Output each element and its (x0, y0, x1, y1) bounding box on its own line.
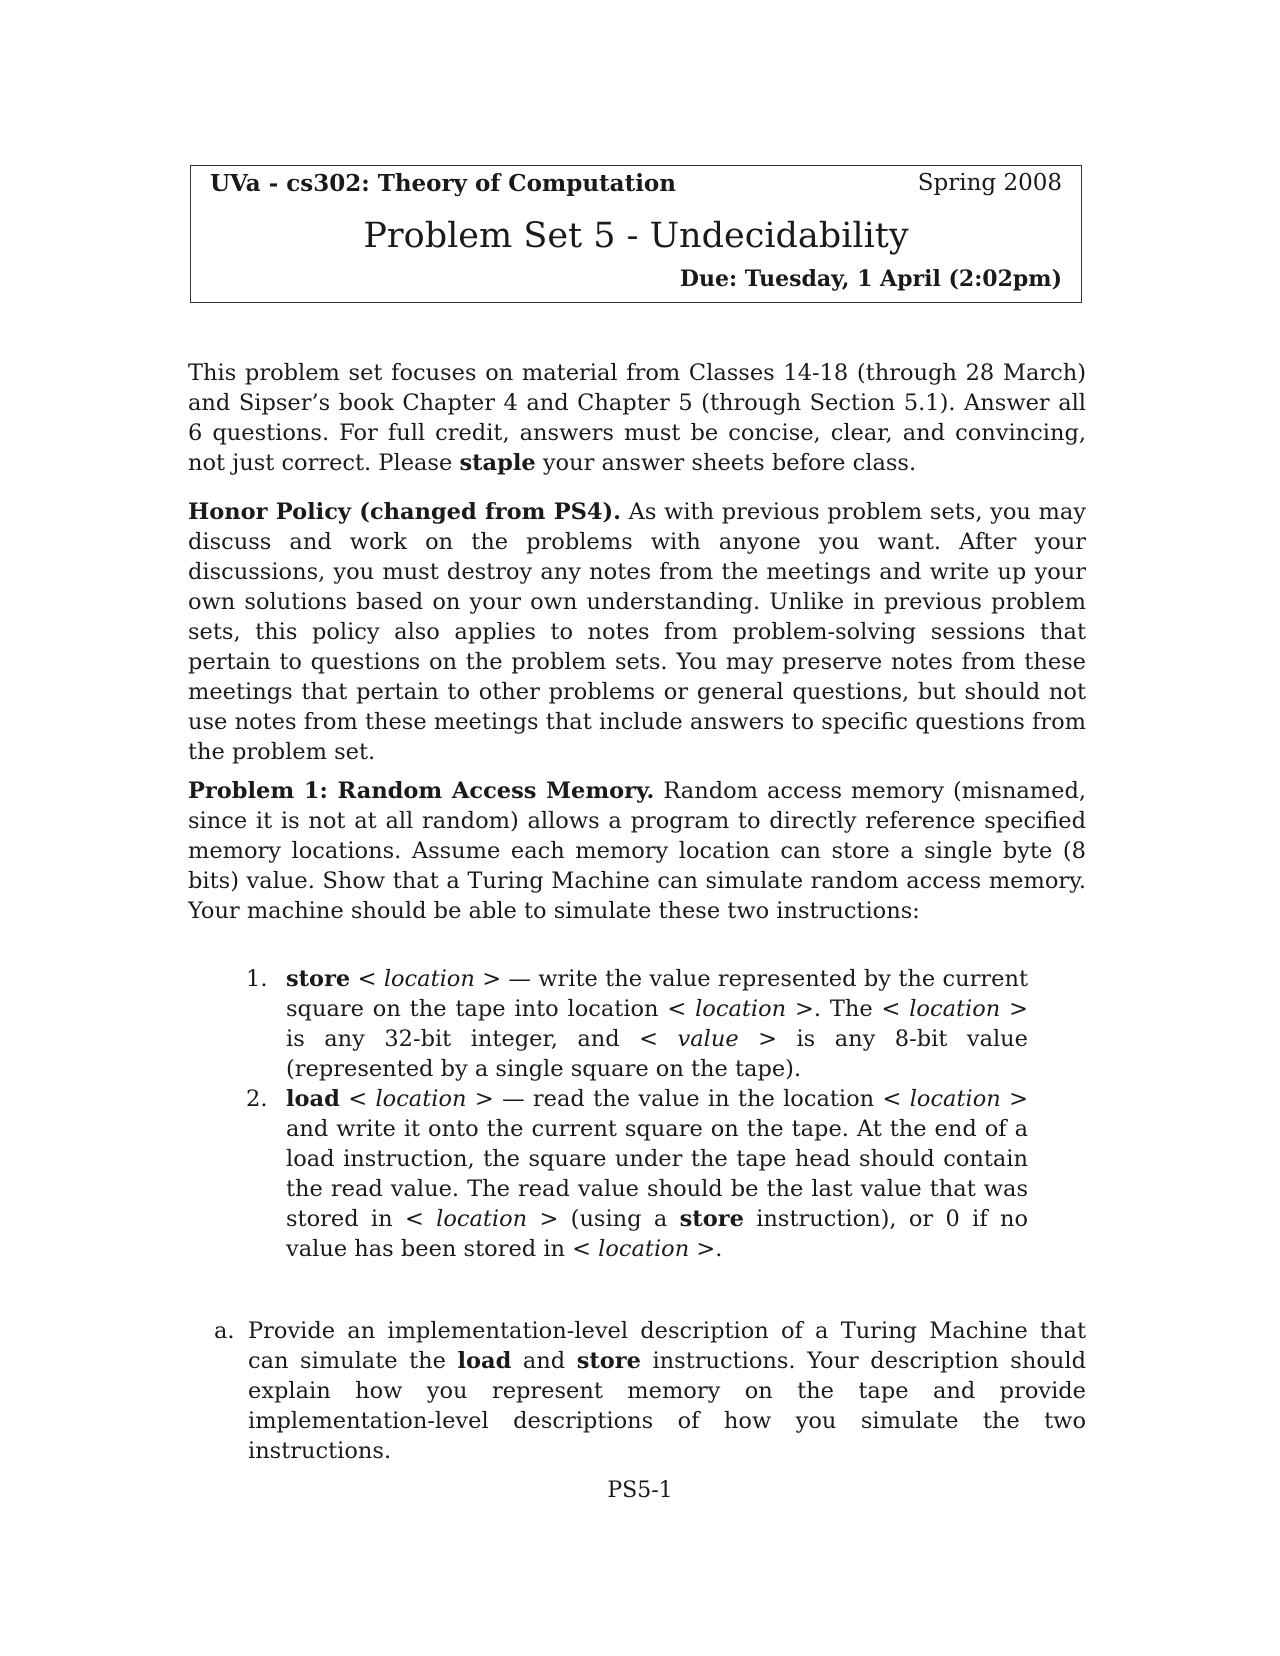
text-run: instructions. Your description should explain how you represent memory on the tape and provide implementation-level descriptions of how you simulate the two instructions. (248, 1348, 1086, 1464)
math-var: value (677, 1026, 739, 1052)
problem-1-text: Random access memory (misnamed, since it is not at all random) allows a program to directly reference specified memory locations. Assume each memory location can store a single byte (8 bits) value. Show that a Turing Machine can simulate random access memory. Your machine should be able to simulate these two instructions: (188, 778, 1086, 924)
bold-keyword: load (457, 1348, 512, 1374)
text-run: > and write it onto the current square on the tape. At the end of a load instruction, the square under the tape head should contain the read value. The read value should be the last value that was stored in < (286, 1086, 1028, 1232)
intro-bold-staple: staple (459, 450, 536, 476)
subquestion-label: a. (214, 1318, 235, 1344)
math-var: location (909, 1086, 1001, 1112)
due-date: Due: Tuesday, 1 April (2:02pm) (679, 266, 1062, 292)
instruction-number: 2. (246, 1086, 268, 1112)
bold-keyword: store (679, 1206, 744, 1232)
math-var: location (383, 966, 475, 992)
math-var: location (598, 1236, 690, 1262)
instruction-keyword: load (286, 1086, 340, 1112)
instruction-list (246, 964, 1028, 1264)
math-var: location (436, 1206, 528, 1232)
problem-1-paragraph (188, 776, 1086, 926)
instruction-store (246, 964, 1028, 1084)
text-run: > is any 32-bit integer, and < (286, 996, 1028, 1052)
page-number: PS5-1 (607, 1478, 673, 1503)
math-var: location (909, 996, 1001, 1022)
honor-policy-heading: Honor Policy (changed from PS4). (188, 499, 622, 525)
text-run: > is any 8-bit value (represented by a single square on the tape). (286, 1026, 1028, 1082)
math-var: location (695, 996, 787, 1022)
instruction-keyword: store (286, 966, 351, 992)
instruction-number: 1. (246, 966, 268, 992)
bold-keyword: store (576, 1348, 641, 1374)
subquestion-a (214, 1316, 1086, 1466)
course-title: UVa - cs302: Theory of Computation (210, 170, 676, 197)
intro-text-end: your answer sheets before class. (535, 450, 917, 476)
text-run: < (339, 1086, 376, 1112)
honor-policy-paragraph (188, 497, 1086, 767)
text-run: Provide an implementation-level description of a Turing Machine that can simulate the (248, 1318, 1086, 1374)
text-run: instruction), or 0 if no value has been stored in < (286, 1206, 1029, 1262)
text-run: > — read the value in the location < (466, 1086, 910, 1112)
honor-policy-text: As with previous problem sets, you may discuss and work on the problems with anyone you want. After your discussions, you must destroy any notes from the meetings and write up your own solutions based on your own understanding. Unlike in previous problem sets, this policy also applies to notes from problem-solving sessions that pertain to questions on the problem sets. You may preserve notes from these meetings that pertain to other problems or general questions, but should not use notes from these meetings that include answers to specific questions from the problem set. (188, 499, 1086, 765)
text-run: >. (689, 1236, 723, 1262)
header-box (190, 165, 1082, 303)
text-run: > — write the value represented by the current square on the tape into location < (286, 966, 1028, 1022)
text-run: >. The < (786, 996, 910, 1022)
intro-text: This problem set focuses on material from Classes 14-18 (through 28 March) and Sipser’s book Chapter 4 and Chapter 5 (through Section 5.1). Answer all 6 questions. For full credit, answers must be concise, clear, and convincing, not just correct. Please (188, 360, 1086, 476)
text-run: and (511, 1348, 577, 1374)
instruction-load (246, 1084, 1028, 1264)
text-run: > (using a (527, 1206, 680, 1232)
problem-set-title: Problem Set 5 - Undecidability (363, 216, 909, 256)
math-var: location (375, 1086, 467, 1112)
subquestion-list (214, 1316, 1086, 1466)
intro-paragraph (188, 358, 1086, 478)
problem-1-heading: Problem 1: Random Access Memory. (188, 778, 655, 804)
text-run: < (350, 966, 384, 992)
term-label: Spring 2008 (917, 170, 1062, 196)
